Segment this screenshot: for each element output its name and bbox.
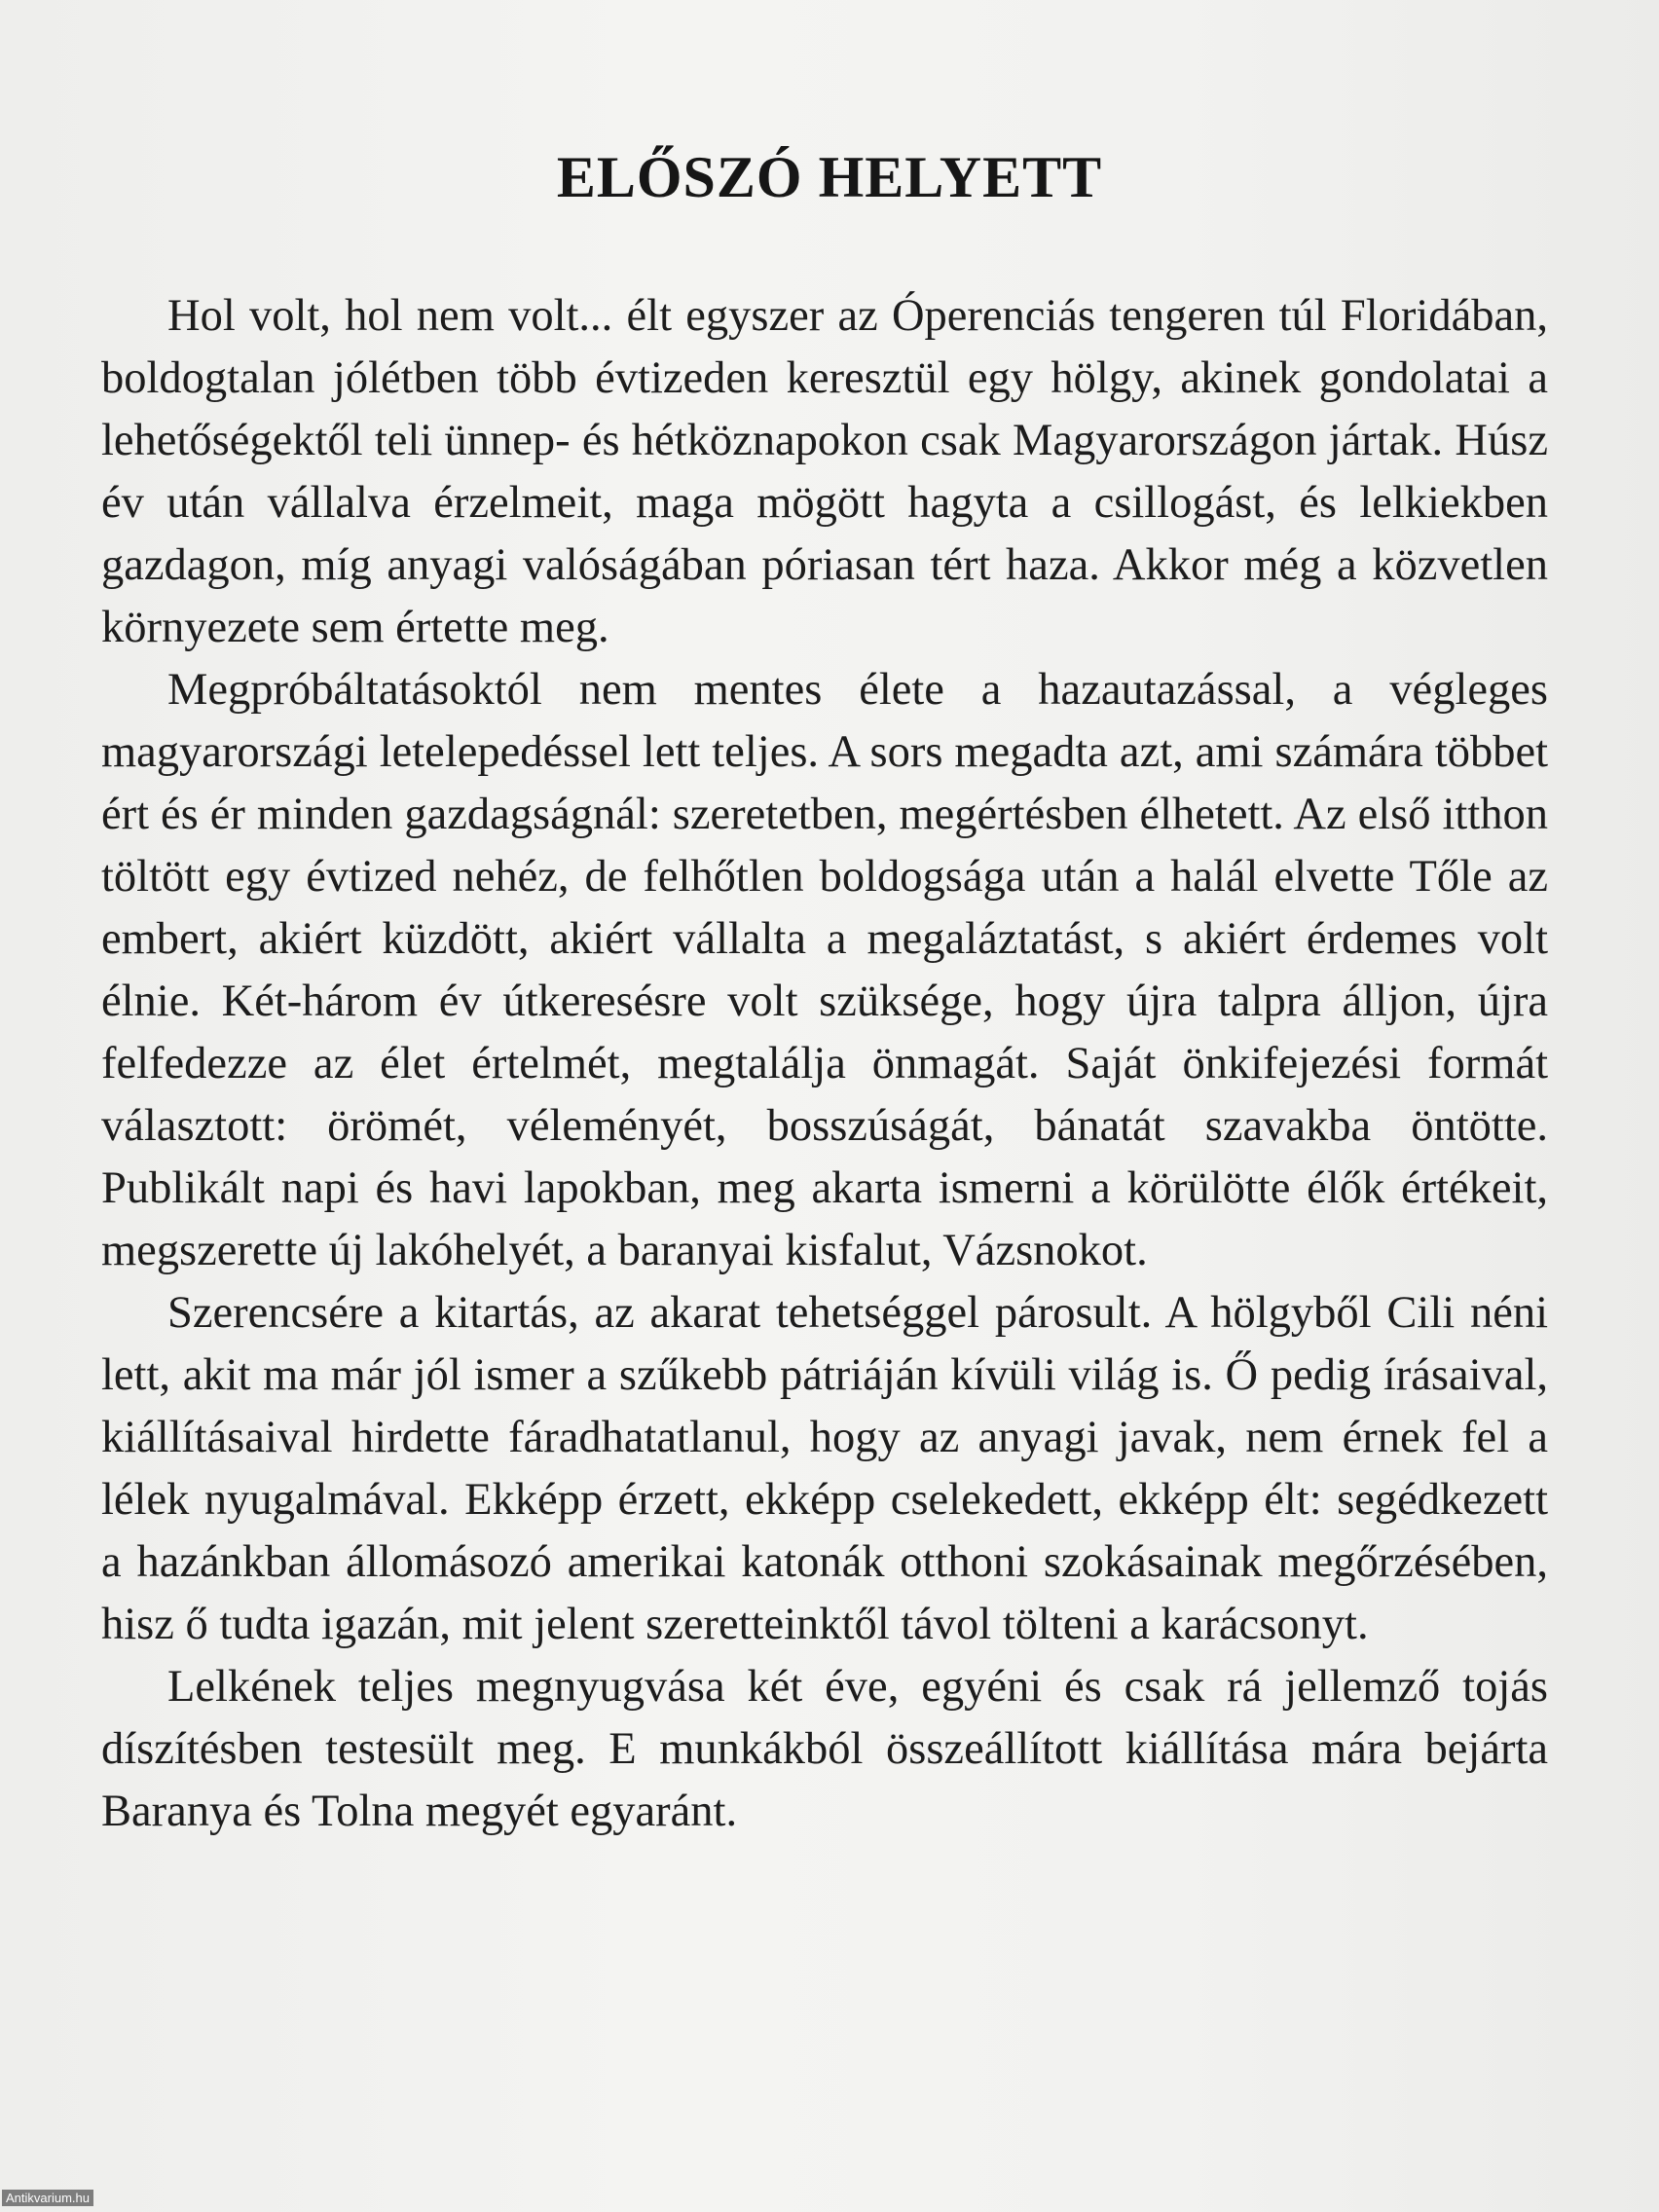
body-text	[101, 285, 1548, 1843]
paragraph-2: Megpróbáltatásoktól nem mentes élete a hazautazással, a végleges magyarországi letelepedéssel lett teljes. A sors megadta azt, ami számára többet ért és ér minden gazdagságnál: szeretetben, megértésben élhetett. Az első itthon töltött egy évtized nehéz, de felhőtlen boldogsága után a halál elvette Tőle az embert, akiért küzdött, akiért vállalta a megaláztatást, s akiért érdemes volt élnie. Két-három év útkeresésre volt szüksége, hogy újra talpra álljon, újra felfedezze az élet értelmét, megtalálja önmagát. Saját önkifejezési formát választott: örömét, véleményét, bosszúságát, bánatát szavakba öntötte. Publikált napi és havi lapokban, meg akarta ismerni a körülötte élők értékeit, megszerette új lakóhelyét, a baranyai kisfalut, Vázsnokot.	[101, 665, 1548, 1275]
paragraph-4: Lelkének teljes megnyugvása két éve, egyéni és csak rá jellemző tojás díszítésben testesült meg. E munkákból összeállított kiállítása mára bejárta Baranya és Tolna megyét egyaránt.	[101, 1662, 1548, 1836]
page-title: ELŐSZÓ HELYETT	[556, 145, 1103, 209]
paragraph-1: Hol volt, hol nem volt... élt egyszer az Óperenciás tengeren túl Floridában, boldogtalan jólétben több évtizeden keresztül egy hölgy, akinek gondolatai a lehetőségektől teli ünnep- és hétköznapokon csak Magyarországon jártak. Húsz év után vállalva érzelmeit, maga mögött hagyta a csillogást, és lelkiekben gazdagon, míg anyagi valóságában póriasan tért haza. Akkor még a közvetlen környezete sem értette meg.	[101, 291, 1548, 652]
paragraph-3: Szerencsére a kitartás, az akarat tehetséggel párosult. A hölgyből Cili néni lett, akit ma már jól ismer a szűkebb pátriáján kívüli világ is. Ő pedig írásaival, kiállításaival hirdette fáradhatatlanul, hogy az anyagi javak, nem érnek fel a lélek nyugalmával. Ekképp érzett, ekképp cselekedett, ekképp élt: segédkezett a hazánkban állomásozó amerikai katonák otthoni szokásainak megőrzésében, hisz ő tudta igazán, mit jelent szeretteinktől távol tölteni a karácsonyt.	[101, 1288, 1548, 1649]
watermark: Antikvarium.hu	[2, 2190, 93, 2206]
